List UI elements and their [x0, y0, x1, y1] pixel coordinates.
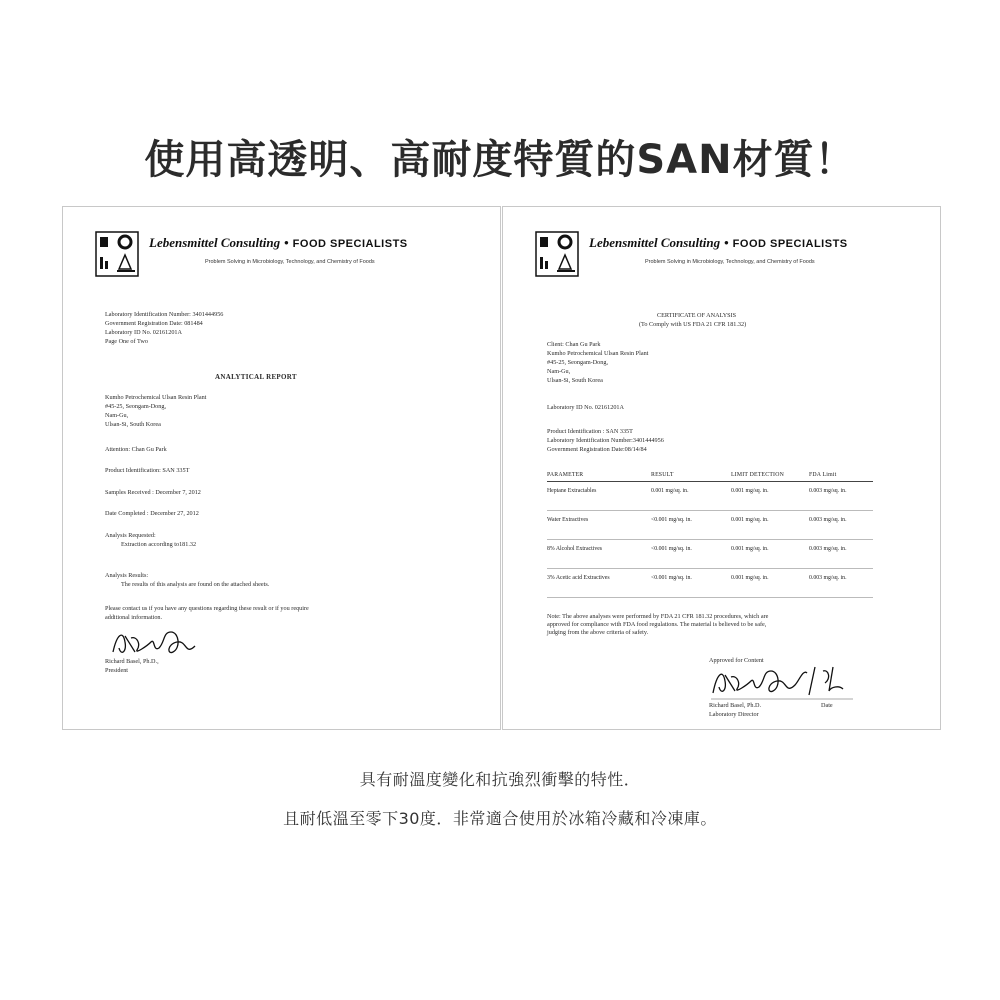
column-header: RESULT	[651, 472, 674, 478]
table-cell: 0.003 mg/sq. in.	[809, 546, 847, 552]
note-line: judging from the above criteria of safety.	[547, 629, 649, 636]
identification-line: Government Registration Date:08/14/84	[547, 446, 647, 453]
table-cell: <0.001 mg/sq. in.	[651, 546, 692, 552]
meta-line: Laboratory Identification Number: 3401444956	[105, 311, 224, 318]
signer-title: Laboratory Director	[709, 711, 759, 718]
analysis-results-value: The results of this analysis are found on the attached sheets.	[121, 581, 270, 588]
table-header	[547, 469, 873, 482]
date-label: Date	[821, 702, 833, 709]
analysis-results-label: Analysis Results:	[105, 572, 149, 579]
client-line: Client: Chan Gu Park	[547, 341, 601, 348]
signature-graphic	[703, 659, 863, 703]
table-row	[547, 540, 873, 569]
address-line: Kumho Petrochemical Ulsan Resin Plant	[105, 394, 207, 401]
table-cell: 0.001 mg/sq. in.	[731, 488, 769, 494]
table-cell: 0.001 mg/sq. in.	[731, 517, 769, 523]
note-line: approved for compliance with FDA food regulations. The material is believed to be safe,	[547, 621, 767, 628]
product-line: Product Identification: SAN 335T	[105, 467, 190, 474]
contact-line: Please contact us if you have any questions regarding these result or if you require	[105, 605, 309, 612]
table-cell: 3% Acetic acid Extractives	[547, 575, 610, 581]
certificate-subtitle: (To Comply with US FDA 21 CFR 181.32)	[639, 321, 747, 328]
analysis-requested-value: Extraction according to181.32	[121, 541, 197, 548]
table-cell: 0.003 mg/sq. in.	[809, 488, 847, 494]
letterhead-subline: Problem Solving in Microbiology, Technology, and Chemistry of Foods	[205, 259, 375, 265]
headline: 使用高透明、高耐度特質的SAN材質！	[144, 137, 856, 183]
letterhead-brand: Lebensmittel Consulting • FOOD SPECIALISTS	[589, 235, 848, 250]
column-header: PARAMETER	[547, 472, 584, 478]
table-cell: 8% Alcohol Extractives	[547, 546, 603, 552]
date-completed: Date Completed : December 27, 2012	[105, 510, 199, 517]
table-row	[547, 569, 873, 598]
table-cell: 0.003 mg/sq. in.	[809, 575, 847, 581]
samples-received: Samples Received : December 7, 2012	[105, 489, 201, 496]
identification-line: Product Identification : SAN 335T	[547, 428, 633, 435]
table-cell: 0.001 mg/sq. in.	[731, 575, 769, 581]
letterhead-brand: Lebensmittel Consulting • FOOD SPECIALISTS	[149, 235, 408, 250]
table-cell: <0.001 mg/sq. in.	[651, 517, 692, 523]
signer-name: Richard Basel, Ph.D.,	[105, 658, 159, 665]
address-line: Nam-Gu,	[105, 412, 129, 419]
column-header: LIMIT DETECTION	[731, 472, 784, 478]
signer-name: Richard Basel, Ph.D.	[709, 702, 762, 709]
client-line: Kumho Petrochemical Ulsan Resin Plant	[547, 350, 649, 357]
contact-line: additional information.	[105, 614, 163, 621]
meta-line: Government Registration Date: 081484	[105, 320, 203, 327]
attention-line: Attention: Chan Gu Park	[105, 446, 167, 453]
table-row	[547, 482, 873, 511]
table-cell: Water Extractives	[547, 517, 589, 523]
approved-label: Approved for Content	[709, 657, 764, 664]
column-header: FDA Limit	[809, 472, 837, 478]
analysis-requested-label: Analysis Requested:	[105, 532, 156, 539]
letterhead-subline: Problem Solving in Microbiology, Technology, and Chemistry of Foods	[645, 259, 815, 265]
table-cell: Heptane Extractables	[547, 488, 597, 494]
table-cell: 0.001 mg/sq. in.	[731, 546, 769, 552]
client-line: #45-25, Seongam-Dong,	[547, 359, 609, 366]
table-cell: 0.003 mg/sq. in.	[809, 517, 847, 523]
client-line: Nam-Gu,	[547, 368, 571, 375]
table-cell: 0.001 mg/sq. in.	[651, 488, 689, 494]
lab-id-line: Laboratory ID No. 02161201A	[547, 404, 624, 411]
analysis-table	[547, 469, 873, 598]
lab-logo-icon	[535, 231, 579, 277]
signer-title: President	[105, 667, 129, 674]
table-cell: <0.001 mg/sq. in.	[651, 575, 692, 581]
signature-graphic	[107, 622, 207, 662]
caption-line: 具有耐溫度變化和抗強烈衝擊的特性．	[359, 770, 641, 789]
meta-line: Page One of Two	[105, 338, 148, 345]
certificate-of-analysis-document	[502, 206, 941, 730]
identification-line: Laboratory Identification Number:3401444956	[547, 437, 664, 444]
note-line: Note: The above analyses were performed by FDA 21 CFR 181.32 procedures, which are	[547, 613, 769, 620]
analytical-report-document	[62, 206, 501, 730]
meta-line: Laboratory ID No. 02161201A	[105, 329, 182, 336]
report-heading: ANALYTICAL REPORT	[215, 373, 297, 381]
lab-logo-icon	[95, 231, 139, 277]
address-line: Ulsan-Si, South Korea	[105, 421, 161, 428]
address-line: #45-25, Seongam-Dong,	[105, 403, 167, 410]
certificate-title: CERTIFICATE OF ANALYSIS	[657, 312, 737, 319]
client-line: Ulsan-Si, South Korea	[547, 377, 603, 384]
table-row	[547, 511, 873, 540]
caption-line: 且耐低溫至零下30度．非常適合使用於冰箱冷藏和冷凍庫。	[283, 809, 717, 828]
